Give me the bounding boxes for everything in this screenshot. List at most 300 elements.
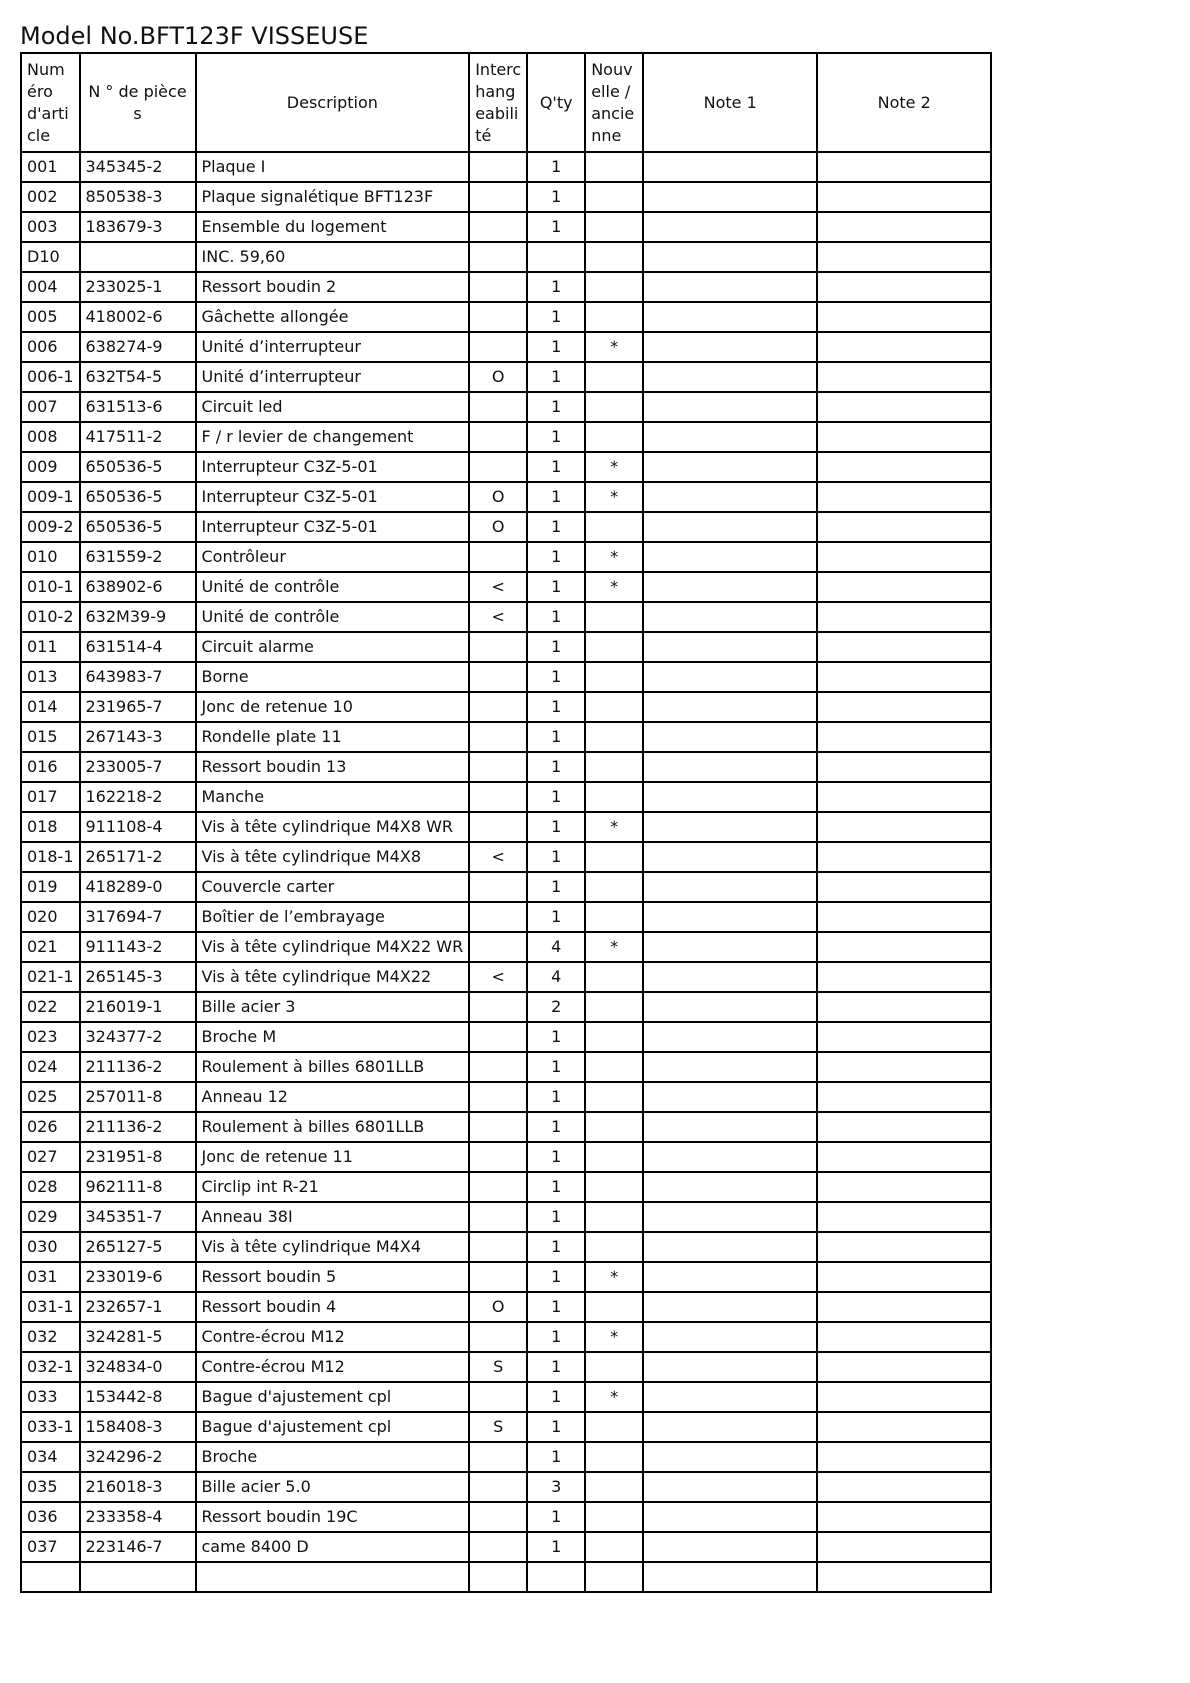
new-old-cell: * [585,1262,643,1292]
table-row [21,752,991,782]
note-1-cell [643,182,817,212]
quantity-cell: 1 [527,1232,585,1262]
new-old-cell [585,782,643,812]
interchangeability-cell [469,392,527,422]
quantity-cell: 3 [527,1472,585,1502]
part-number-cell: 216019-1 [80,992,196,1022]
quantity-cell: 1 [527,692,585,722]
part-number-cell: 911108-4 [80,812,196,842]
part-number-cell: 216018-3 [80,1472,196,1502]
note-2-cell [817,362,991,392]
new-old-cell [585,1082,643,1112]
item-number-cell: 033-1 [21,1412,80,1442]
description-cell: Ressort boudin 4 [196,1292,470,1322]
new-old-cell [585,1172,643,1202]
table-row [21,662,991,692]
part-number-cell: 162218-2 [80,782,196,812]
note-2-cell [817,602,991,632]
description-cell: Unité de contrôle [196,572,470,602]
quantity-cell: 1 [527,1172,585,1202]
quantity-cell: 1 [527,512,585,542]
note-1-cell [643,422,817,452]
part-number-cell: 631559-2 [80,542,196,572]
note-1-cell [643,1142,817,1172]
item-number-cell: 021 [21,932,80,962]
part-number-cell: 231965-7 [80,692,196,722]
note-2-cell [817,992,991,1022]
table-row [21,1442,991,1472]
new-old-cell: * [585,1382,643,1412]
interchangeability-cell [469,1082,527,1112]
note-1-cell [643,602,817,632]
description-cell: Gâchette allongée [196,302,470,332]
part-number-cell: 324281-5 [80,1322,196,1352]
table-row [21,1022,991,1052]
description-cell: Interrupteur C3Z-5-01 [196,482,470,512]
new-old-cell [585,182,643,212]
quantity-cell: 1 [527,182,585,212]
description-cell: Jonc de retenue 10 [196,692,470,722]
description-cell: Broche M [196,1022,470,1052]
new-old-cell [585,392,643,422]
part-number-cell: 324377-2 [80,1022,196,1052]
interchangeability-cell [469,1112,527,1142]
new-old-cell [585,1232,643,1262]
new-old-cell [585,1052,643,1082]
header-interchangeability: Interchangeabilité [469,53,527,152]
note-2-cell [817,1202,991,1232]
new-old-cell [585,362,643,392]
item-number-cell: 023 [21,1022,80,1052]
description-cell: Ressort boudin 19C [196,1502,470,1532]
note-1-cell [643,212,817,242]
interchangeability-cell [469,1232,527,1262]
new-old-cell [585,512,643,542]
table-row [21,932,991,962]
description-cell: Circlip int R-21 [196,1172,470,1202]
description-cell: Ressort boudin 2 [196,272,470,302]
interchangeability-cell [469,272,527,302]
item-number-cell: 001 [21,152,80,182]
note-1-cell [643,1502,817,1532]
interchangeability-cell [469,902,527,932]
note-2-cell [817,962,991,992]
part-number-cell: 233358-4 [80,1502,196,1532]
note-1-cell [643,242,817,272]
description-cell: Boîtier de l’embrayage [196,902,470,932]
part-number-cell: 850538-3 [80,182,196,212]
note-1-cell [643,1322,817,1352]
new-old-cell [585,1472,643,1502]
table-row [21,722,991,752]
new-old-cell [585,272,643,302]
quantity-cell: 1 [527,632,585,662]
interchangeability-cell: O [469,512,527,542]
part-number-cell: 638902-6 [80,572,196,602]
new-old-cell: * [585,1322,643,1352]
new-old-cell [585,752,643,782]
interchangeability-cell [469,1502,527,1532]
quantity-cell: 4 [527,932,585,962]
table-row [21,1292,991,1322]
interchangeability-cell [469,542,527,572]
description-cell: Interrupteur C3Z-5-01 [196,512,470,542]
note-1-cell [643,1532,817,1562]
note-2-cell [817,1442,991,1472]
note-2-cell [817,872,991,902]
description-cell: Bague d'ajustement cpl [196,1382,470,1412]
part-number-cell: 650536-5 [80,512,196,542]
note-2-cell [817,212,991,242]
table-row [21,1322,991,1352]
part-number-cell: 231951-8 [80,1142,196,1172]
table-row [21,572,991,602]
item-number-cell: 021-1 [21,962,80,992]
note-1-cell [643,842,817,872]
new-old-cell [585,902,643,932]
description-cell: Contre-écrou M12 [196,1352,470,1382]
note-1-cell [643,1052,817,1082]
part-number-cell: 345345-2 [80,152,196,182]
part-number-cell: 643983-7 [80,662,196,692]
interchangeability-cell [469,782,527,812]
quantity-cell: 1 [527,722,585,752]
part-number-cell: 265145-3 [80,962,196,992]
part-number-cell: 158408-3 [80,1412,196,1442]
description-cell: Couvercle carter [196,872,470,902]
table-row [21,1382,991,1412]
item-number-cell: 005 [21,302,80,332]
table-row [21,1082,991,1112]
quantity-cell: 1 [527,1052,585,1082]
new-old-cell [585,1562,643,1592]
part-number-cell: 417511-2 [80,422,196,452]
note-2-cell [817,1352,991,1382]
interchangeability-cell [469,422,527,452]
note-2-cell [817,512,991,542]
quantity-cell: 1 [527,902,585,932]
header-part-number: N ° de pièces [80,53,196,152]
description-cell: came 8400 D [196,1532,470,1562]
part-number-cell: 962111-8 [80,1172,196,1202]
description-cell: Plaque signalétique BFT123F [196,182,470,212]
table-row [21,1562,991,1592]
table-row [21,1352,991,1382]
table-row [21,992,991,1022]
part-number-cell: 233025-1 [80,272,196,302]
interchangeability-cell [469,452,527,482]
note-2-cell [817,1412,991,1442]
new-old-cell: * [585,332,643,362]
note-2-cell [817,1472,991,1502]
item-number-cell: 008 [21,422,80,452]
description-cell: Roulement à billes 6801LLB [196,1112,470,1142]
table-row [21,1502,991,1532]
note-1-cell [643,302,817,332]
quantity-cell: 1 [527,812,585,842]
interchangeability-cell: < [469,962,527,992]
item-number-cell: 018-1 [21,842,80,872]
page-title: Model No.BFT123F VISSEUSE [20,22,369,50]
part-number-cell: 418289-0 [80,872,196,902]
table-row [21,452,991,482]
item-number-cell: 016 [21,752,80,782]
table-row [21,1112,991,1142]
note-1-cell [643,1382,817,1412]
quantity-cell: 1 [527,272,585,302]
item-number-cell [21,1562,80,1592]
note-2-cell [817,1172,991,1202]
note-2-cell [817,1112,991,1142]
new-old-cell [585,662,643,692]
item-number-cell: 032-1 [21,1352,80,1382]
table-row [21,842,991,872]
note-2-cell [817,152,991,182]
description-cell: Bille acier 5.0 [196,1472,470,1502]
part-number-cell: 631513-6 [80,392,196,422]
note-1-cell [643,1562,817,1592]
new-old-cell [585,212,643,242]
interchangeability-cell [469,662,527,692]
description-cell: Ressort boudin 13 [196,752,470,782]
part-number-cell: 911143-2 [80,932,196,962]
table-row [21,1232,991,1262]
part-number-cell: 265127-5 [80,1232,196,1262]
description-cell: Vis à tête cylindrique M4X22 [196,962,470,992]
new-old-cell [585,242,643,272]
note-1-cell [643,1112,817,1142]
note-2-cell [817,1532,991,1562]
interchangeability-cell: O [469,1292,527,1322]
quantity-cell: 1 [527,1202,585,1232]
table-row [21,422,991,452]
item-number-cell: 025 [21,1082,80,1112]
header-note-1: Note 1 [643,53,817,152]
table-row [21,1172,991,1202]
note-1-cell [643,1232,817,1262]
table-row [21,1472,991,1502]
interchangeability-cell [469,1322,527,1352]
part-number-cell: 632M39-9 [80,602,196,632]
new-old-cell [585,152,643,182]
description-cell: Vis à tête cylindrique M4X4 [196,1232,470,1262]
part-number-cell: 317694-7 [80,902,196,932]
item-number-cell: 022 [21,992,80,1022]
interchangeability-cell [469,722,527,752]
table-row [21,212,991,242]
item-number-cell: 028 [21,1172,80,1202]
table-row [21,1052,991,1082]
quantity-cell: 1 [527,1352,585,1382]
quantity-cell [527,1562,585,1592]
note-1-cell [643,542,817,572]
item-number-cell: 036 [21,1502,80,1532]
note-1-cell [643,752,817,782]
part-number-cell: 223146-7 [80,1532,196,1562]
item-number-cell: 033 [21,1382,80,1412]
quantity-cell: 1 [527,542,585,572]
note-2-cell [817,632,991,662]
interchangeability-cell: < [469,572,527,602]
note-2-cell [817,1082,991,1112]
note-2-cell [817,812,991,842]
part-number-cell: 211136-2 [80,1052,196,1082]
interchangeability-cell [469,1382,527,1412]
description-cell: Anneau 12 [196,1082,470,1112]
new-old-cell [585,602,643,632]
item-number-cell: 029 [21,1202,80,1232]
new-old-cell: * [585,452,643,482]
quantity-cell: 1 [527,482,585,512]
interchangeability-cell: < [469,602,527,632]
quantity-cell: 1 [527,782,585,812]
interchangeability-cell [469,152,527,182]
part-number-cell: 211136-2 [80,1112,196,1142]
quantity-cell: 1 [527,842,585,872]
item-number-cell: 026 [21,1112,80,1142]
table-row [21,302,991,332]
description-cell: Unité d’interrupteur [196,332,470,362]
part-number-cell: 418002-6 [80,302,196,332]
table-row [21,782,991,812]
table-row [21,1202,991,1232]
interchangeability-cell [469,1262,527,1292]
table-row [21,962,991,992]
note-2-cell [817,1292,991,1322]
header-row [21,53,991,152]
item-number-cell: 010-2 [21,602,80,632]
quantity-cell: 1 [527,452,585,482]
interchangeability-cell [469,1442,527,1472]
new-old-cell [585,1292,643,1322]
note-2-cell [817,542,991,572]
new-old-cell [585,1412,643,1442]
parts-table [20,52,992,1593]
note-2-cell [817,572,991,602]
interchangeability-cell [469,932,527,962]
new-old-cell [585,1532,643,1562]
note-1-cell [643,662,817,692]
item-number-cell: 011 [21,632,80,662]
table-row [21,632,991,662]
new-old-cell [585,1442,643,1472]
note-1-cell [643,812,817,842]
new-old-cell [585,1112,643,1142]
part-number-cell: 267143-3 [80,722,196,752]
note-1-cell [643,632,817,662]
new-old-cell [585,842,643,872]
note-1-cell [643,1202,817,1232]
part-number-cell: 345351-7 [80,1202,196,1232]
new-old-cell [585,872,643,902]
part-number-cell: 153442-8 [80,1382,196,1412]
new-old-cell [585,302,643,332]
note-2-cell [817,242,991,272]
item-number-cell: 018 [21,812,80,842]
new-old-cell [585,632,643,662]
description-cell: Bague d'ajustement cpl [196,1412,470,1442]
interchangeability-cell [469,1532,527,1562]
header-new-old: Nouvelle / ancienne [585,53,643,152]
part-number-cell: 631514-4 [80,632,196,662]
note-2-cell [817,482,991,512]
note-2-cell [817,752,991,782]
note-2-cell [817,1382,991,1412]
new-old-cell: * [585,572,643,602]
new-old-cell [585,1142,643,1172]
table-row [21,902,991,932]
table-row [21,362,991,392]
interchangeability-cell: O [469,362,527,392]
note-1-cell [643,362,817,392]
interchangeability-cell [469,1202,527,1232]
description-cell: Circuit alarme [196,632,470,662]
new-old-cell [585,1352,643,1382]
part-number-cell: 233005-7 [80,752,196,782]
part-number-cell: 324834-0 [80,1352,196,1382]
item-number-cell: 002 [21,182,80,212]
description-cell: Ensemble du logement [196,212,470,242]
new-old-cell: * [585,932,643,962]
item-number-cell: 037 [21,1532,80,1562]
note-2-cell [817,182,991,212]
note-2-cell [817,422,991,452]
item-number-cell: 009 [21,452,80,482]
item-number-cell: D10 [21,242,80,272]
note-1-cell [643,152,817,182]
description-cell: Plaque I [196,152,470,182]
part-number-cell: 632T54-5 [80,362,196,392]
quantity-cell: 1 [527,1142,585,1172]
note-1-cell [643,902,817,932]
item-number-cell: 010-1 [21,572,80,602]
quantity-cell: 2 [527,992,585,1022]
note-2-cell [817,452,991,482]
note-2-cell [817,662,991,692]
item-number-cell: 027 [21,1142,80,1172]
note-1-cell [643,452,817,482]
new-old-cell [585,992,643,1022]
quantity-cell: 1 [527,1292,585,1322]
note-1-cell [643,482,817,512]
note-1-cell [643,962,817,992]
note-2-cell [817,332,991,362]
interchangeability-cell [469,212,527,242]
quantity-cell: 1 [527,152,585,182]
quantity-cell: 1 [527,302,585,332]
quantity-cell: 1 [527,662,585,692]
part-number-cell: 650536-5 [80,482,196,512]
new-old-cell [585,1202,643,1232]
description-cell: Broche [196,1442,470,1472]
quantity-cell: 1 [527,212,585,242]
item-number-cell: 014 [21,692,80,722]
item-number-cell: 006-1 [21,362,80,392]
quantity-cell: 1 [527,1502,585,1532]
new-old-cell [585,962,643,992]
note-2-cell [817,1142,991,1172]
note-2-cell [817,1232,991,1262]
quantity-cell: 1 [527,602,585,632]
item-number-cell: 031-1 [21,1292,80,1322]
note-1-cell [643,1412,817,1442]
note-2-cell [817,1502,991,1532]
part-number-cell: 638274-9 [80,332,196,362]
part-number-cell: 650536-5 [80,452,196,482]
header-item-number: Numéro d'article [21,53,80,152]
header-note-2: Note 2 [817,53,991,152]
quantity-cell: 1 [527,872,585,902]
